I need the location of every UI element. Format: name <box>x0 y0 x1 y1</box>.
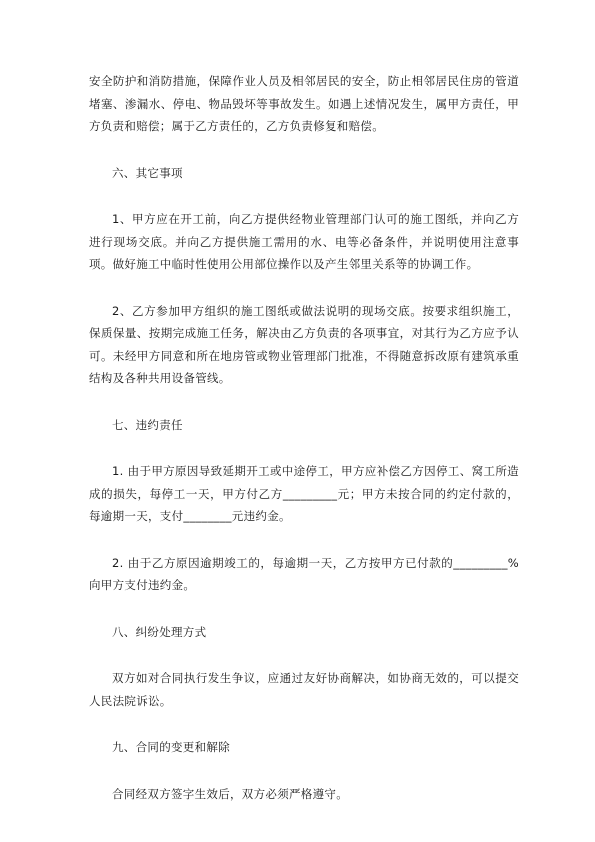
section-heading-7: 七、违约责任 <box>112 417 183 432</box>
section-heading-8: 八、纠纷处理方式 <box>112 624 207 639</box>
section-heading-9: 九、合同的变更和解除 <box>112 740 230 754</box>
paragraph-6-1: 1、甲方应在开工前，向乙方提供经物业管理部门认可的施工图纸，并向乙方进行现场交底。并向乙方提供施工需用的水、电等必备条件，并说明使用注意事项。做好施工中临时性使用公用部位操作以及产生邻里关系等的协调工作。 <box>89 212 519 271</box>
paragraph-7-2: 2. 由于乙方原因逾期竣工的，每逾期一天，乙方按甲方已付款的_________%向甲方支付违约金。 <box>89 555 519 592</box>
paragraph-8: 双方如对合同执行发生争议，应通过友好协商解决，如协商无效的，可以提交人民法院诉讼。 <box>89 671 519 708</box>
document-body <box>89 70 519 805</box>
paragraph-7-1: 1. 由于甲方原因导致延期开工或中途停工，甲方应补偿乙方因停工、窝工所造成的损失，每停工一天，甲方付乙方_________元；甲方未按合同的约定付款的，每逾期一天，支付________元违约金。 <box>89 464 519 523</box>
paragraph-intro: 安全防护和消防措施，保障作业人员及相邻居民的安全，防止相邻居民住房的管道堵塞、渗漏水、停电、物品毁坏等事故发生。如遇上述情况发生，属甲方责任，甲方负责和赔偿；属于乙方责任的，乙方负责修复和赔偿。 <box>89 74 519 133</box>
paragraph-6-2: 2、乙方参加甲方组织的施工图纸或做法说明的现场交底。按要求组织施工，保质保量、按期完成施工任务，解决由乙方负责的各项事宜，对其行为乙方应予认可。未经甲方同意和所在地房管或物业管理部门批准，不得随意拆改原有建筑承重结构及各种共用设备管线。 <box>89 303 519 385</box>
paragraph-9: 合同经双方签字生效后，双方必须严格遵守。 <box>112 786 348 801</box>
section-heading-6: 六、其它事项 <box>112 165 183 180</box>
